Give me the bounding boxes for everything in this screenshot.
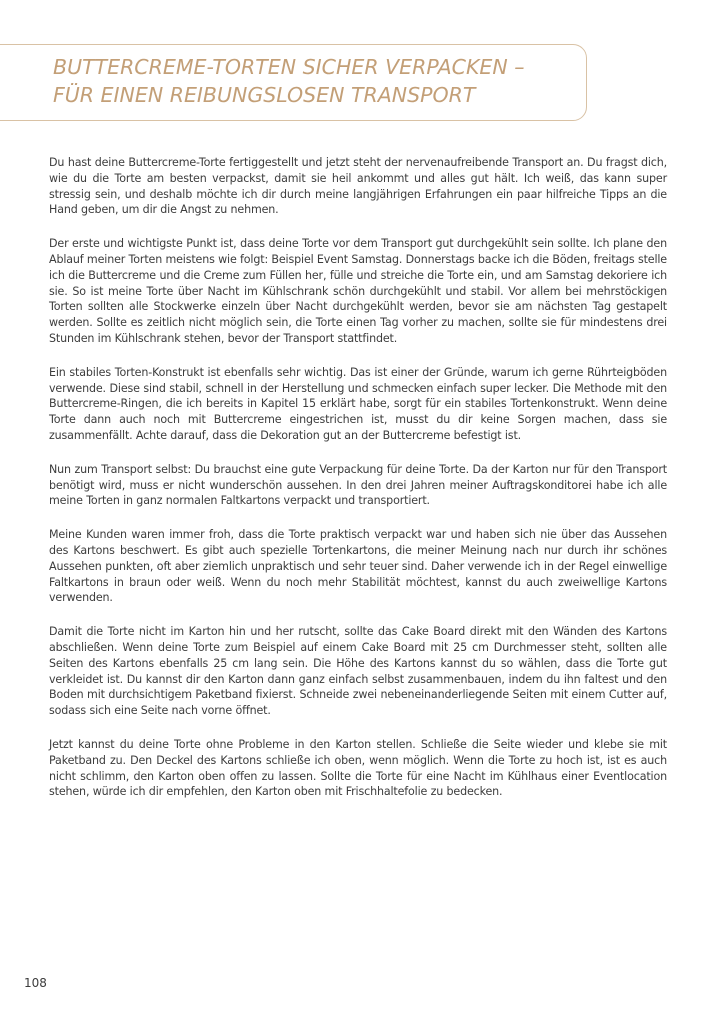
paragraph-construction: Ein stabiles Torten-Konstrukt ist ebenfalls sehr wichtig. Das ist einer der Gründe, warum ich gerne Rührteigböden verwende. Diese sind stabil, schnell in der Herstellung und schmecken einfach super lecker. Die Methode mit den Buttercreme-Ringen, die ich bereits in Kapitel 15 erklärt habe, sorgt für ein stabiles Tortenkonstrukt. Wenn deine Torte dann auch noch mit Buttercreme eingestrichen ist, musst du dir keine Sorgen machen, dass sie zusammenfällt. Achte darauf, dass die Dekoration gut an der Buttercreme befestigt ist. [49, 365, 667, 442]
paragraph-boxes: Meine Kunden waren immer froh, dass die Torte praktisch verpackt war und haben sich nie über das Aussehen des Kartons beschwert. Es gibt auch spezielle Tortenkartons, die meiner Meinung nach nur durch ihr schönes Aussehen punkten, oft aber ziemlich unpraktisch und sehr teuer sind. Daher verwende ich in der Regel einwellige Faltkartons in braun oder weiß. Wenn du noch mehr Stabilität möchtest, kannst du auch zweiwellige Kartons verwenden. [49, 528, 667, 605]
heading-line-2: FÜR EINEN REIBUNGSLOSEN TRANSPORT [53, 83, 476, 107]
page-number: 108 [24, 976, 47, 990]
paragraph-cooling: Der erste und wichtigste Punkt ist, dass deine Torte vor dem Transport gut durchgekühlt sein sollte. Ich plane den Ablauf meiner Torten meistens wie folgt: Beispiel Event Samstag. Donnerstags backe ich die Böden, freitags stelle ich die Buttercreme und die Creme zum Füllen her, fülle und streiche die Torte ein, und am Samstag dekoriere ich sie. So ist meine Torte über Nacht im Kühlschrank schön durchgekühlt und stabil. Vor allem bei mehrstöckigen Torten sollten alle Stockwerke einzeln über Nacht durchgekühlt werden, bevor sie am nächsten Tag gestapelt werden. Sollte es zeitlich nicht möglich sein, die Torte einen Tag vorher zu machen, sollte sie für mindestens drei Stunden im Kühlschrank stehen, bevor der Transport stattfindet. [49, 237, 667, 345]
page-heading [53, 53, 593, 109]
heading-line-1: BUTTERCREME-TORTEN SICHER VERPACKEN – [53, 55, 525, 79]
paragraph-packaging: Nun zum Transport selbst: Du brauchst eine gute Verpackung für deine Torte. Da der Karton nur für den Transport benötigt wird, muss er nicht wunderschön aussehen. In den drei Jahren meiner Auftragskonditorei habe ich alle meine Torten in ganz normalen Faltkartons verpackt und transportiert. [49, 462, 667, 508]
paragraph-box-size: Damit die Torte nicht im Karton hin und her rutscht, sollte das Cake Board direkt mit den Wänden des Kartons abschließen. Wenn deine Torte zum Beispiel auf einem Cake Board mit 25 cm Durchmesser steht, sollten alle Seiten des Kartons ebenfalls 25 cm lang sein. Die Höhe des Kartons kannst du so wählen, dass die Torte gut verkleidet ist. Du kannst dir den Karton dann ganz einfach selbst zusammenbauen, indem du ihn faltest und den Boden mit durchsichtigem Paketband fixierst. Schneide zwei nebeneinanderliegende Seiten mit einem Cutter auf, sodass sich eine Seite nach vorne öffnet. [49, 625, 667, 718]
body-text [49, 155, 667, 818]
paragraph-intro: Du hast deine Buttercreme-Torte fertiggestellt und jetzt steht der nervenaufreibende Transport an. Du fragst dich, wie du die Torte am besten verpackst, damit sie heil ankommt und alles gut hält. Ich weiß, das kann super stressig sein, und deshalb möchte ich dir durch meine langjährigen Erfahrungen ein paar hilfreiche Tipps an die Hand geben, um dir die Angst zu nehmen. [49, 156, 667, 217]
paragraph-closing: Jetzt kannst du deine Torte ohne Probleme in den Karton stellen. Schließe die Seite wieder und klebe sie mit Paketband zu. Den Deckel des Kartons schließe ich oben, wenn möglich. Wenn die Torte zu hoch ist, ist es auch nicht schlimm, den Karton oben offen zu lassen. Sollte die Torte für eine Nacht im Kühlhaus einer Eventlocation stehen, würde ich dir empfehlen, den Karton oben mit Frischhaltefolie zu bedecken. [49, 737, 667, 799]
